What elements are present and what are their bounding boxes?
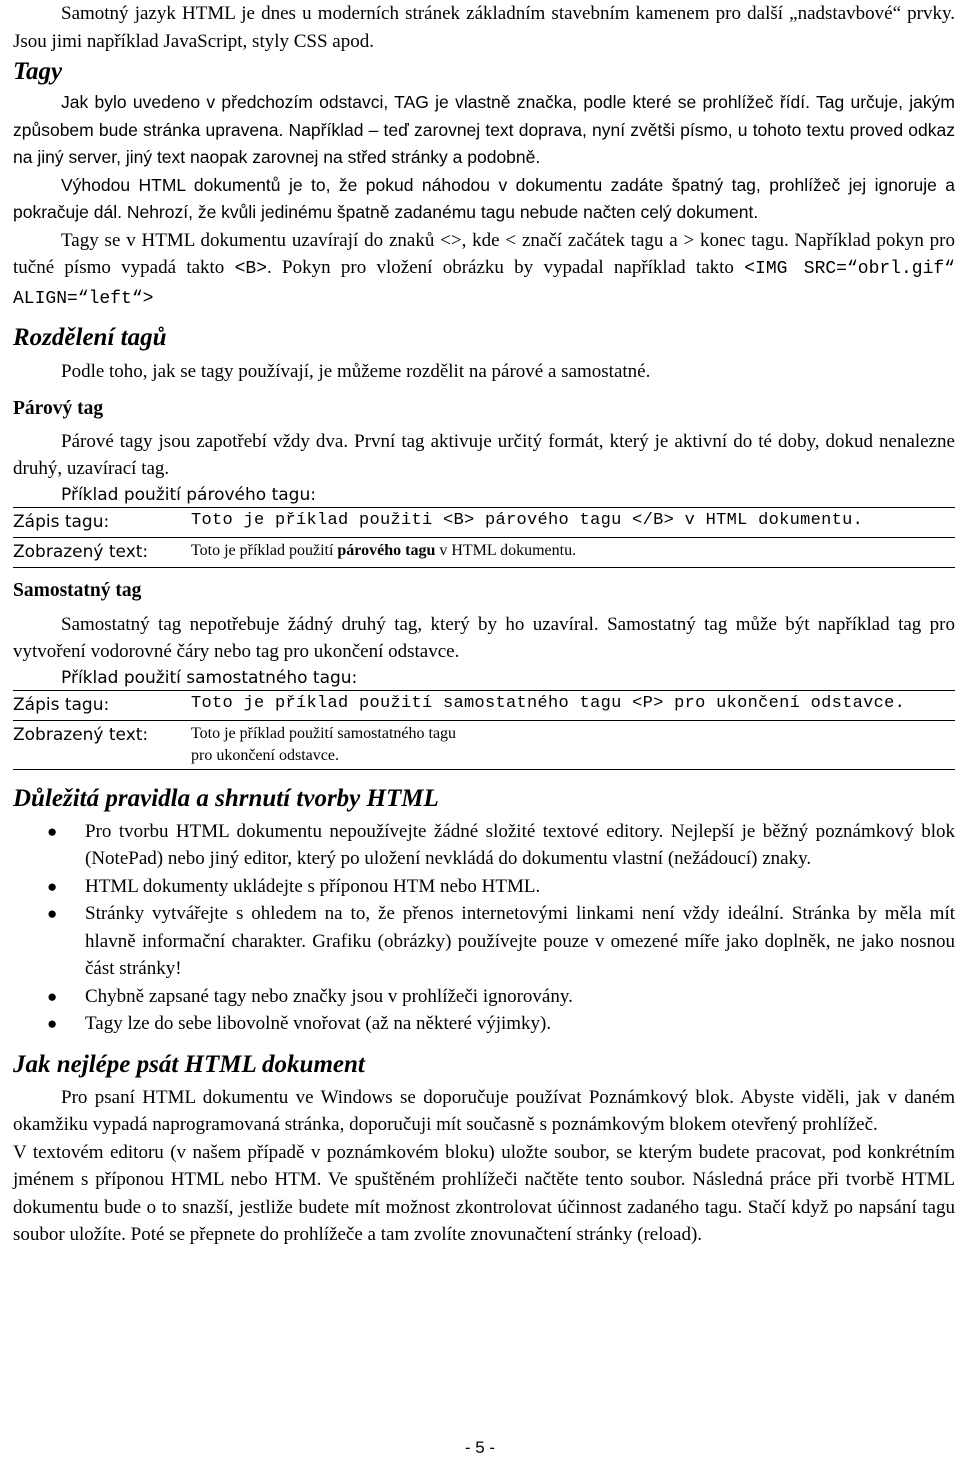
samostatny-example-title: Příklad použití samostatného tagu: xyxy=(61,667,358,688)
pravidla-list xyxy=(13,818,955,1038)
samostatny-row2-line1: Toto je příklad použití samostatného tagu xyxy=(191,724,457,742)
list-item xyxy=(13,983,955,1011)
samostatny-row1-label: Zápis tagu: xyxy=(13,690,187,720)
tagy-paragraph-3-text-b: . Pokyn pro vložení obrázku by vypadal například takto xyxy=(267,257,745,278)
list-item-text: Tagy lze do sebe libovolně vnořovat (až na některé výjimky). xyxy=(85,1013,552,1034)
heading-samostatny-tag: Samostatný tag xyxy=(13,579,142,601)
samostatny-row2-value xyxy=(187,720,955,769)
samostatny-example-table xyxy=(13,690,955,770)
parovy-example-title: Příklad použití párového tagu: xyxy=(61,484,316,505)
list-item-text: Pro tvorbu HTML dokumentu nepoužívejte žádné složité textové editory. Nejlepší je běžný poznámkový blok (NotePad) nebo jiný editor, který po uložení nevkládá do dokumentu vlastní (nežádoucí) znaky. xyxy=(85,820,955,869)
list-item-text: HTML dokumenty ukládejte s příponou HTM nebo HTML. xyxy=(85,875,541,897)
list-item xyxy=(13,900,955,983)
samostatny-row2-line2: pro ukončení odstavce. xyxy=(191,746,339,764)
tagy-paragraph-2: Výhodou HTML dokumentů je to, že pokud náhodou v dokumentu zadáte špatný tag, prohlížeč jej ignoruje a pokračuje dál. Nehrozí, že kvůli jedinému špatně zadanému tagu nebude načten celý dokument. xyxy=(13,174,955,222)
tagy-paragraph-1: Jak bylo uvedeno v předchozím odstavci, TAG je vlastně značka, podle které se prohlížeč řídí. Tag určuje, jakým způsobem bude stránka upravena. Například – teď zarovnej text doprava, nyní zvětši písmo, u tohoto textu proved odkaz na jiný server, jiný text naopak zarovnej na střed stránky a podobně. xyxy=(13,92,955,167)
bullet-icon: ● xyxy=(47,1014,58,1033)
parovy-row2-value xyxy=(187,537,955,567)
list-item-text: Chybně zapsané tagy nebo značky jsou v prohlížeči ignorovány. xyxy=(85,985,573,1007)
list-item-text: Stránky vytvářejte s ohledem na to, že přenos internetovými linkami není vždy ideální. Stránka by měla mít hlavně informační charakter. Grafiku (obrázky) používejte pouze v omezené míře jako doplněk, ne jako nosnou část stránky! xyxy=(85,903,955,979)
tagy-paragraph-3 xyxy=(13,227,955,314)
parovy-row-source xyxy=(13,507,955,537)
parovy-row-rendered xyxy=(13,537,955,567)
bullet-icon: ● xyxy=(47,904,58,923)
samostatny-row-source xyxy=(13,690,955,720)
tagy-paragraph-3-text-a: Tagy se v HTML dokumentu uzavírají do znaků <>, kde < značí začátek tagu a > konec tagu. Například pokyn pro tučné písmo vypadá takto xyxy=(13,229,955,278)
samostatny-row-rendered xyxy=(13,720,955,769)
samostatny-row1-value: Toto je příklad použití samostatného tagu <P> pro ukončení odstavce. xyxy=(187,690,955,720)
parovy-example-table xyxy=(13,507,955,568)
jak-paragraph-2: V textovém editoru (v našem případě v poznámkovém bloku) uložte soubor, se kterým budete pracovat, pod konkrétním jménem s příponou HTML nebo HTM. Ve spuštěném prohlížeči načtěte tento soubor. Následná práce při tvorbě HTML dokumentu bude o to snazší, jestliže budete mít možnost zkontrolovat účinnost zadaného tagu. Stačí když po napsání tagu soubor uložíte. Poté se přepnete do prohlížeče a tam zvolíte znovunačtení stránky (reload). xyxy=(13,1141,955,1245)
samostatny-row2-label: Zobrazený text: xyxy=(13,720,187,769)
bullet-icon: ● xyxy=(47,876,58,896)
page-number: - 5 - xyxy=(464,1438,496,1457)
heading-rozdeleni: Rozdělení tagů xyxy=(13,324,167,351)
parovy-row1-value: Toto je příklad použiti <B> párového tagu </B> v HTML dokumentu. xyxy=(187,507,955,537)
img-tag-code: <IMG SRC=“obrl.gif“ ALIGN=“left“> xyxy=(13,259,955,309)
list-item xyxy=(13,818,955,873)
rozdeleni-paragraph: Podle toho, jak se tagy používají, je můžeme rozdělit na párové a samostatné. xyxy=(61,361,651,382)
jak-paragraph-1: Pro psaní HTML dokumentu ve Windows se doporučuje používat Poznámkový blok. Abyste viděli, jak v daném okamžiku vypadá naprogramovaná stránka, doporučuji mít současně s poznámkovým blokem otevřený prohlížeč. xyxy=(13,1086,955,1135)
intro-paragraph: Samotný jazyk HTML je dnes u moderních stránek základním stavebním kamenem pro další „nadstavbové“ prvky. Jsou jimi například JavaScript, styly CSS apod. xyxy=(13,3,955,52)
heading-tagy: Tagy xyxy=(13,58,63,85)
samostatny-paragraph: Samostatný tag nepotřebuje žádný druhý tag, který by ho uzavíral. Samostatný tag může být například tag pro vytvoření vodorovné čáry nebo tag pro ukončení odstavce. xyxy=(13,613,955,662)
list-item xyxy=(13,873,955,901)
bullet-icon: ● xyxy=(47,821,58,841)
heading-parovy-tag: Párový tag xyxy=(13,397,104,419)
document-page xyxy=(13,0,955,1249)
bold-tag-code: <B> xyxy=(234,259,267,279)
list-item xyxy=(13,1010,955,1038)
parovy-row2-text-a: Toto je příklad použití xyxy=(191,541,338,559)
parovy-row2-bold: párového tagu xyxy=(337,541,436,559)
bullet-icon: ● xyxy=(47,986,58,1006)
parovy-paragraph: Párové tagy jsou zapotřebí vždy dva. První tag aktivuje určitý formát, který je aktivní do té doby, dokud nenalezne druhý, uzavírací tag. xyxy=(13,430,955,479)
parovy-row2-text-b: v HTML dokumentu. xyxy=(435,541,577,559)
heading-jak: Jak nejlépe psát HTML dokument xyxy=(13,1050,365,1078)
parovy-row2-label: Zobrazený text: xyxy=(13,537,187,567)
heading-pravidla: Důležitá pravidla a shrnutí tvorby HTML xyxy=(13,784,439,812)
parovy-row1-label: Zápis tagu: xyxy=(13,507,187,537)
